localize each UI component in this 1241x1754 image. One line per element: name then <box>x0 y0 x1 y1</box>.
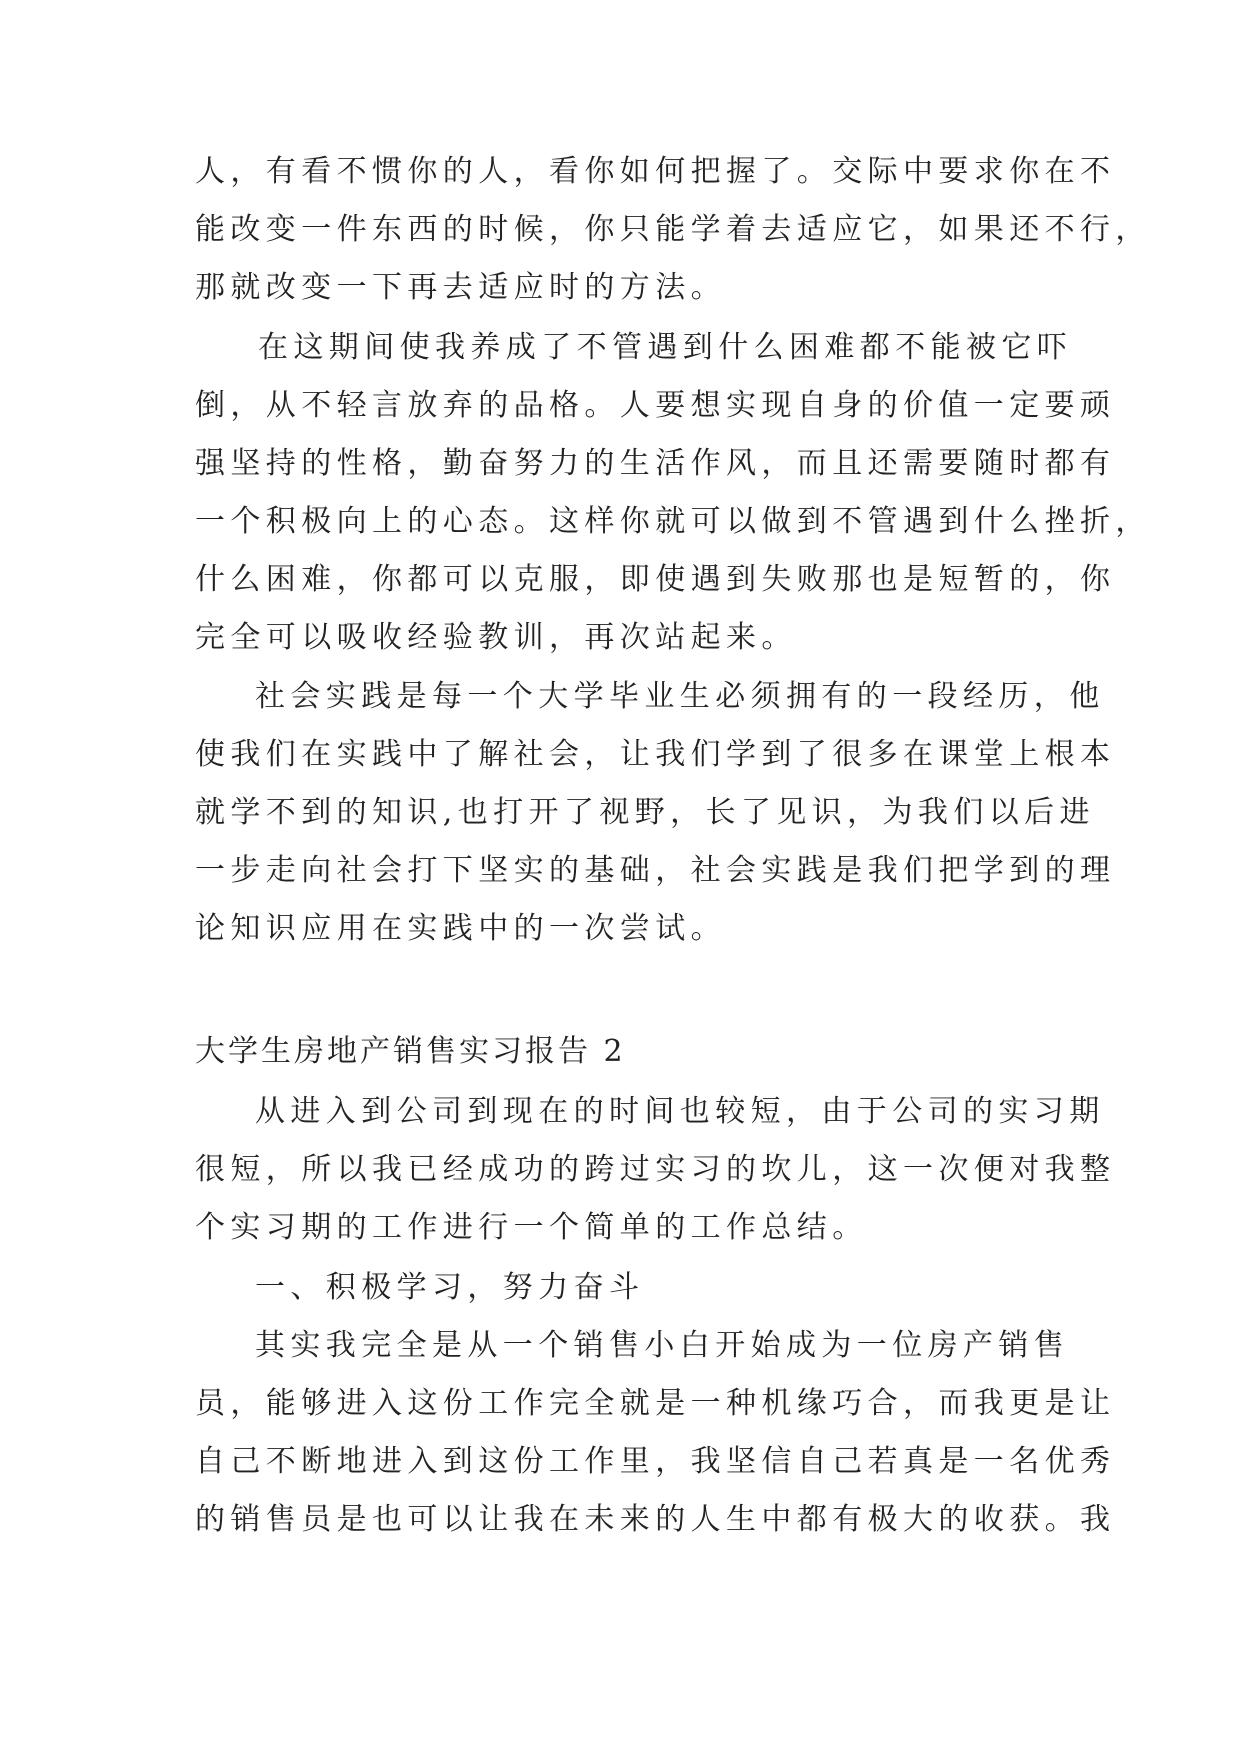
paragraph-line: 一个积极向上的心态。这样你就可以做到不管遇到什么挫折， <box>195 504 1151 539</box>
paragraph-line: 完全可以吸收经验教训，再次站起来。 <box>195 620 797 655</box>
paragraph-line: 倒，从不轻言放弃的品格。人要想实现自身的价值一定要顽 <box>195 388 1116 423</box>
paragraph-line: 的销售员是也可以让我在未来的人生中都有极大的收获。我 <box>195 1502 1116 1537</box>
paragraph-line: 什么困难，你都可以克服，即使遇到失败那也是短暂的，你 <box>195 562 1116 597</box>
paragraph-line: 个实习期的工作进行一个简单的工作总结。 <box>195 1210 868 1245</box>
subsection-heading: 一、积极学习，努力奋斗 <box>255 1270 645 1305</box>
paragraph-line: 那就改变一下再去适应时的方法。 <box>195 270 726 305</box>
paragraph-line: 很短，所以我已经成功的跨过实习的坎儿，这一次便对我整 <box>195 1152 1116 1187</box>
paragraph-line: 人，有看不惯你的人，看你如何把握了。交际中要求你在不 <box>195 154 1116 189</box>
paragraph-line: 使我们在实践中了解社会，让我们学到了很多在课堂上根本 <box>195 737 1116 772</box>
paragraph-line: 论知识应用在实践中的一次尝试。 <box>195 911 726 946</box>
paragraph-line: 强坚持的性格，勤奋努力的生活作风，而且还需要随时都有 <box>195 446 1116 481</box>
paragraph-line: 其实我完全是从一个销售小白开始成为一位房产销售 <box>255 1328 1070 1363</box>
paragraph-line: 在这期间使我养成了不管遇到什么困难都不能被它吓 <box>258 330 1073 365</box>
paragraph-line: 社会实践是每一个大学毕业生必须拥有的一段经历，他 <box>255 679 1105 714</box>
paragraph-line: 从进入到公司到现在的时间也较短，由于公司的实习期 <box>255 1094 1105 1129</box>
paragraph-line: 就学不到的知识,也打开了视野，长了见识，为我们以后进 <box>195 795 1095 830</box>
paragraph-line: 能改变一件东西的时候，你只能学着去适应它，如果还不行， <box>195 212 1151 247</box>
paragraph-line: 自己不断地进入到这份工作里，我坚信自己若真是一名优秀 <box>195 1444 1116 1479</box>
paragraph-line: 一步走向社会打下坚实的基础，社会实践是我们把学到的理 <box>195 853 1116 888</box>
section-heading: 大学生房地产销售实习报告 2 <box>195 1034 626 1069</box>
paragraph-line: 员，能够进入这份工作完全就是一种机缘巧合，而我更是让 <box>195 1386 1116 1421</box>
